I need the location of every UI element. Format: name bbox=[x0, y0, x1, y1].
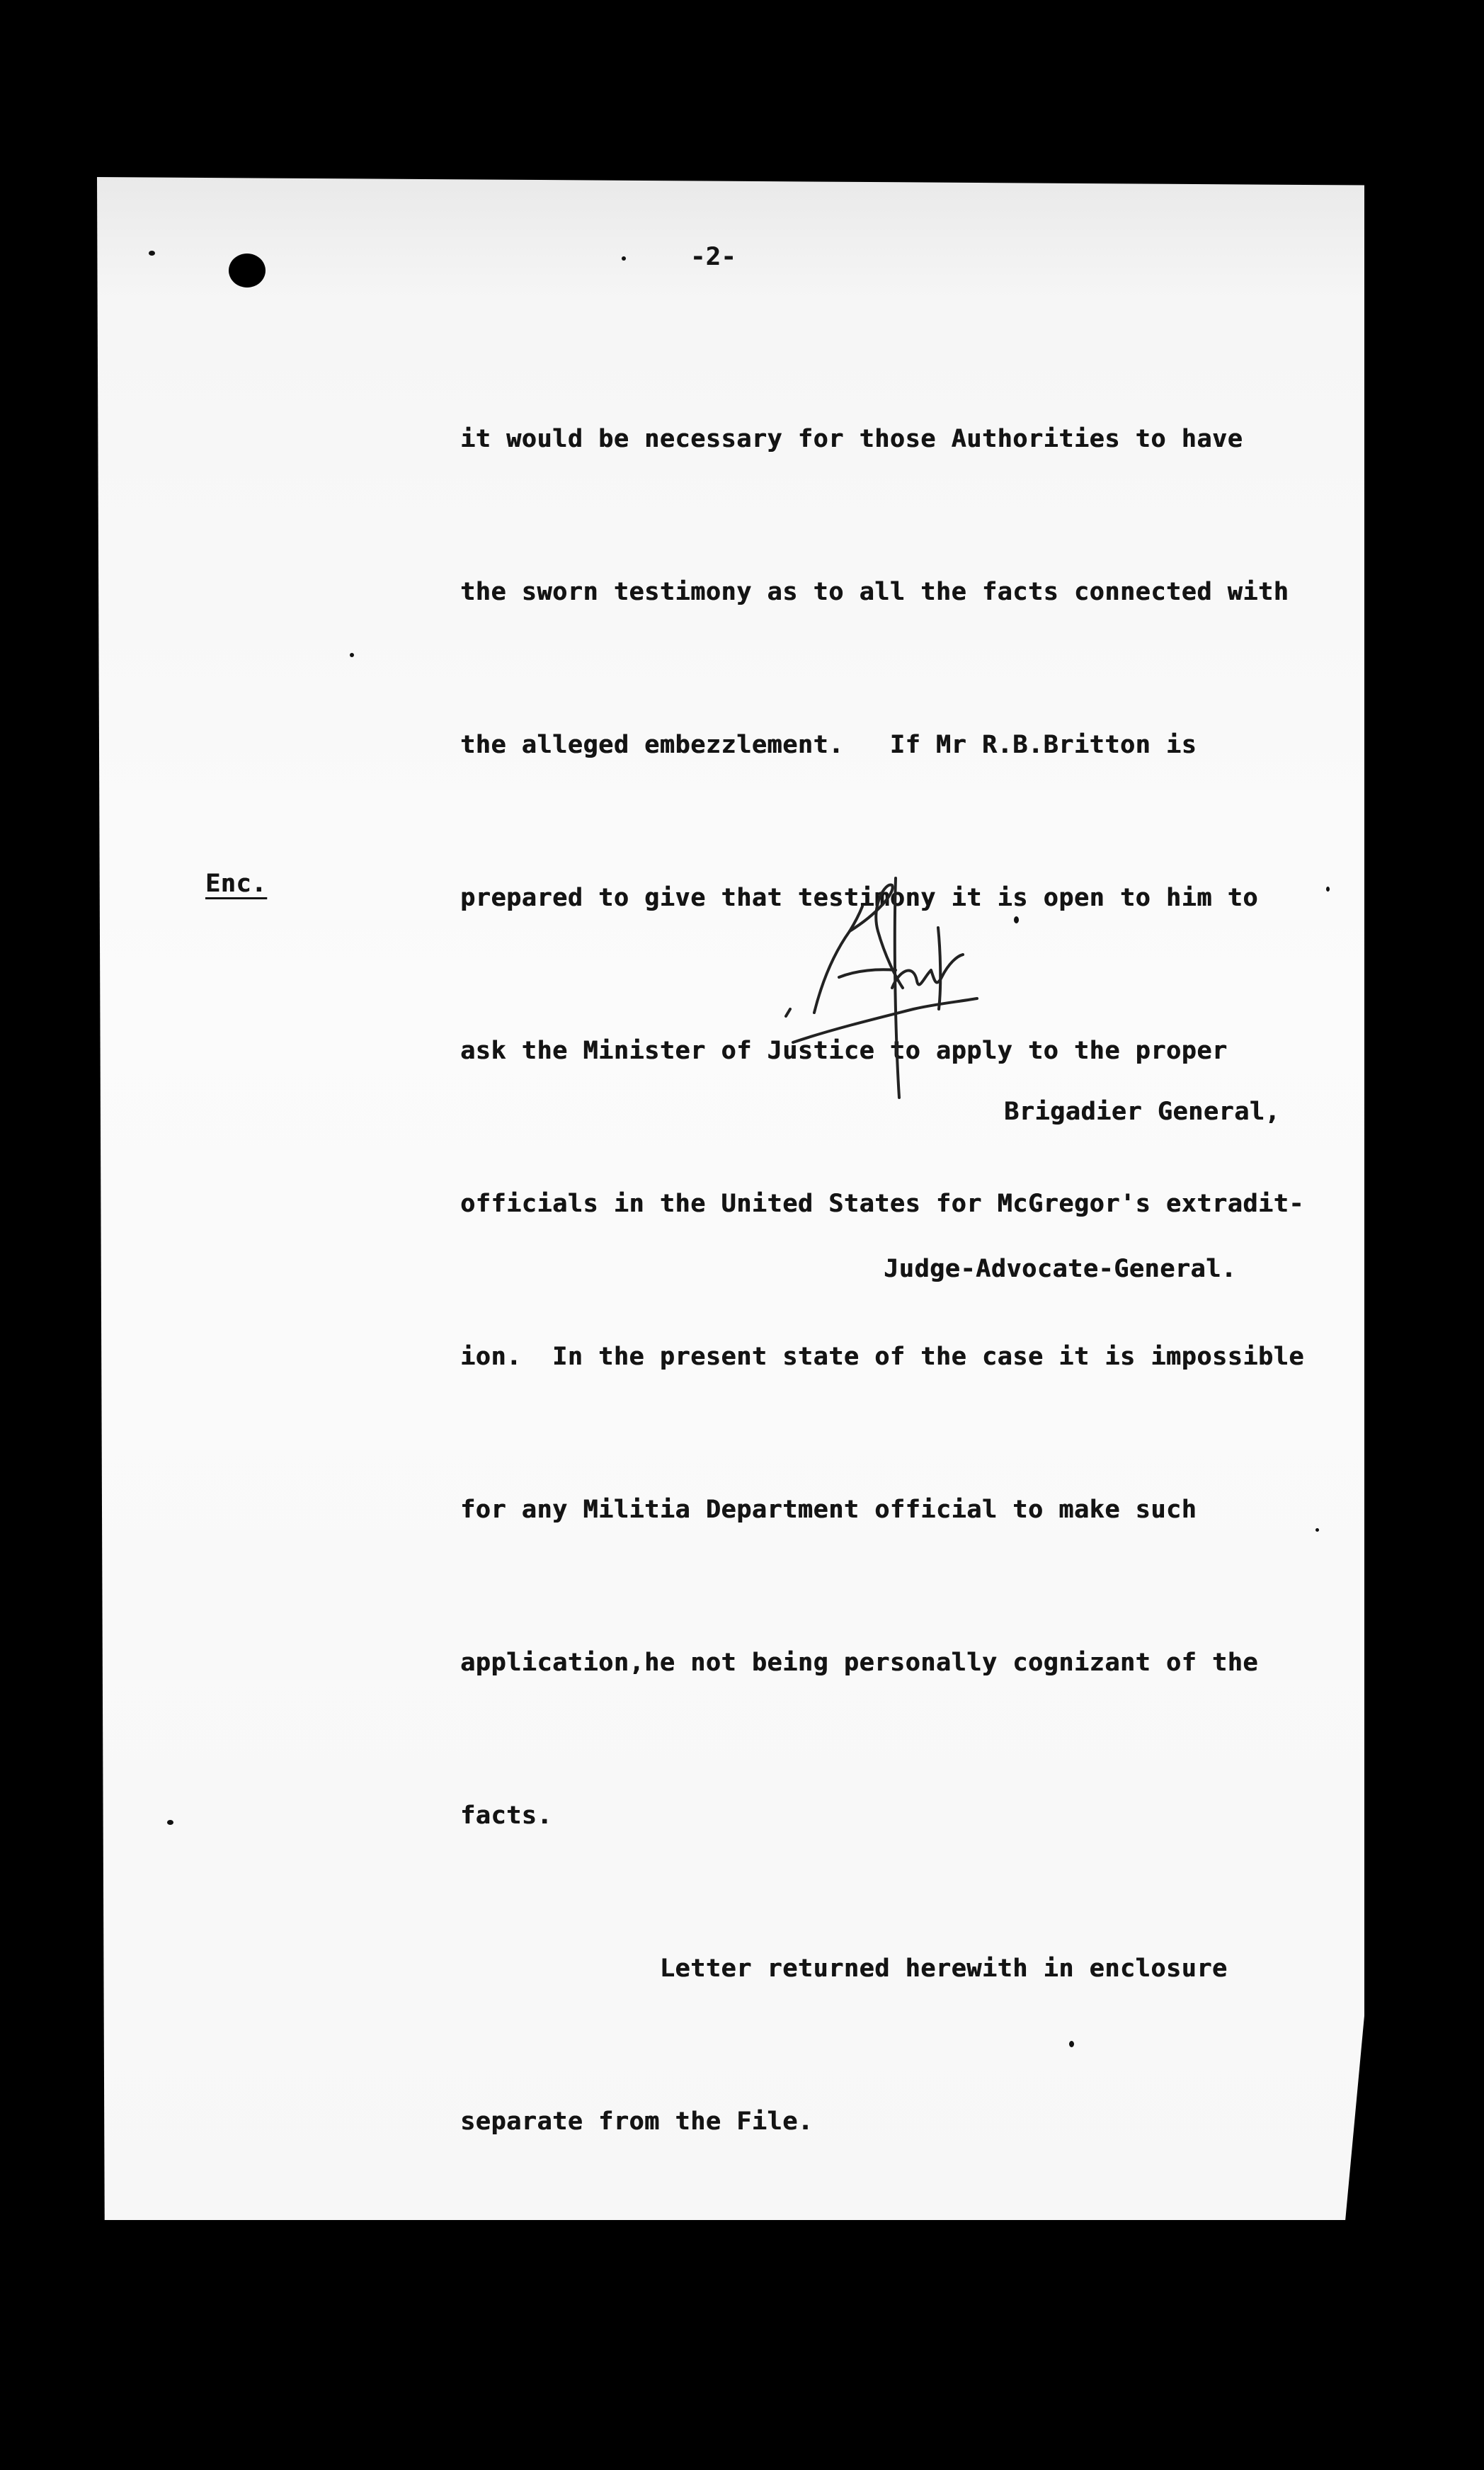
scan-speck bbox=[149, 251, 155, 256]
body-line: facts. bbox=[460, 1802, 553, 1830]
signatory-office: Judge-Advocate-General. bbox=[884, 1255, 1237, 1283]
body-line: prepared to give that testimony it is open to him to bbox=[460, 884, 1258, 912]
body-line: ion. In the present state of the case it is impossible bbox=[460, 1343, 1304, 1371]
body-line: officials in the United States for McGregor's extradit- bbox=[460, 1190, 1304, 1218]
body-line: for any Militia Department official to make such bbox=[460, 1496, 1197, 1524]
punch-hole bbox=[229, 254, 266, 288]
scan-speck bbox=[350, 653, 354, 657]
body-line: Letter returned herewith in enclosure bbox=[460, 1954, 1228, 1983]
signature-block bbox=[884, 981, 1281, 1400]
scan-speck bbox=[1326, 887, 1330, 892]
body-line: the sworn testimony as to all the facts connected with bbox=[460, 578, 1289, 606]
body-line: the alleged embezzlement. If Mr R.B.Britton is bbox=[460, 731, 1197, 759]
body-line: ask the Minister of Justice to apply to the proper bbox=[460, 1037, 1228, 1065]
signatory-rank: Brigadier General, bbox=[1004, 1098, 1281, 1126]
scan-speck bbox=[622, 256, 626, 261]
handwritten-signature bbox=[772, 864, 1005, 1105]
body-line: separate from the File. bbox=[460, 2107, 814, 2136]
enclosure-marker: Enc. bbox=[205, 870, 267, 898]
body-line: it would be necessary for those Authorities to have bbox=[460, 425, 1243, 453]
page-number: -2- bbox=[690, 243, 737, 271]
body-line: application,he not being personally cognizant of the bbox=[460, 1649, 1258, 1677]
scan-speck bbox=[167, 1820, 173, 1825]
scan-speck bbox=[1315, 1528, 1319, 1532]
